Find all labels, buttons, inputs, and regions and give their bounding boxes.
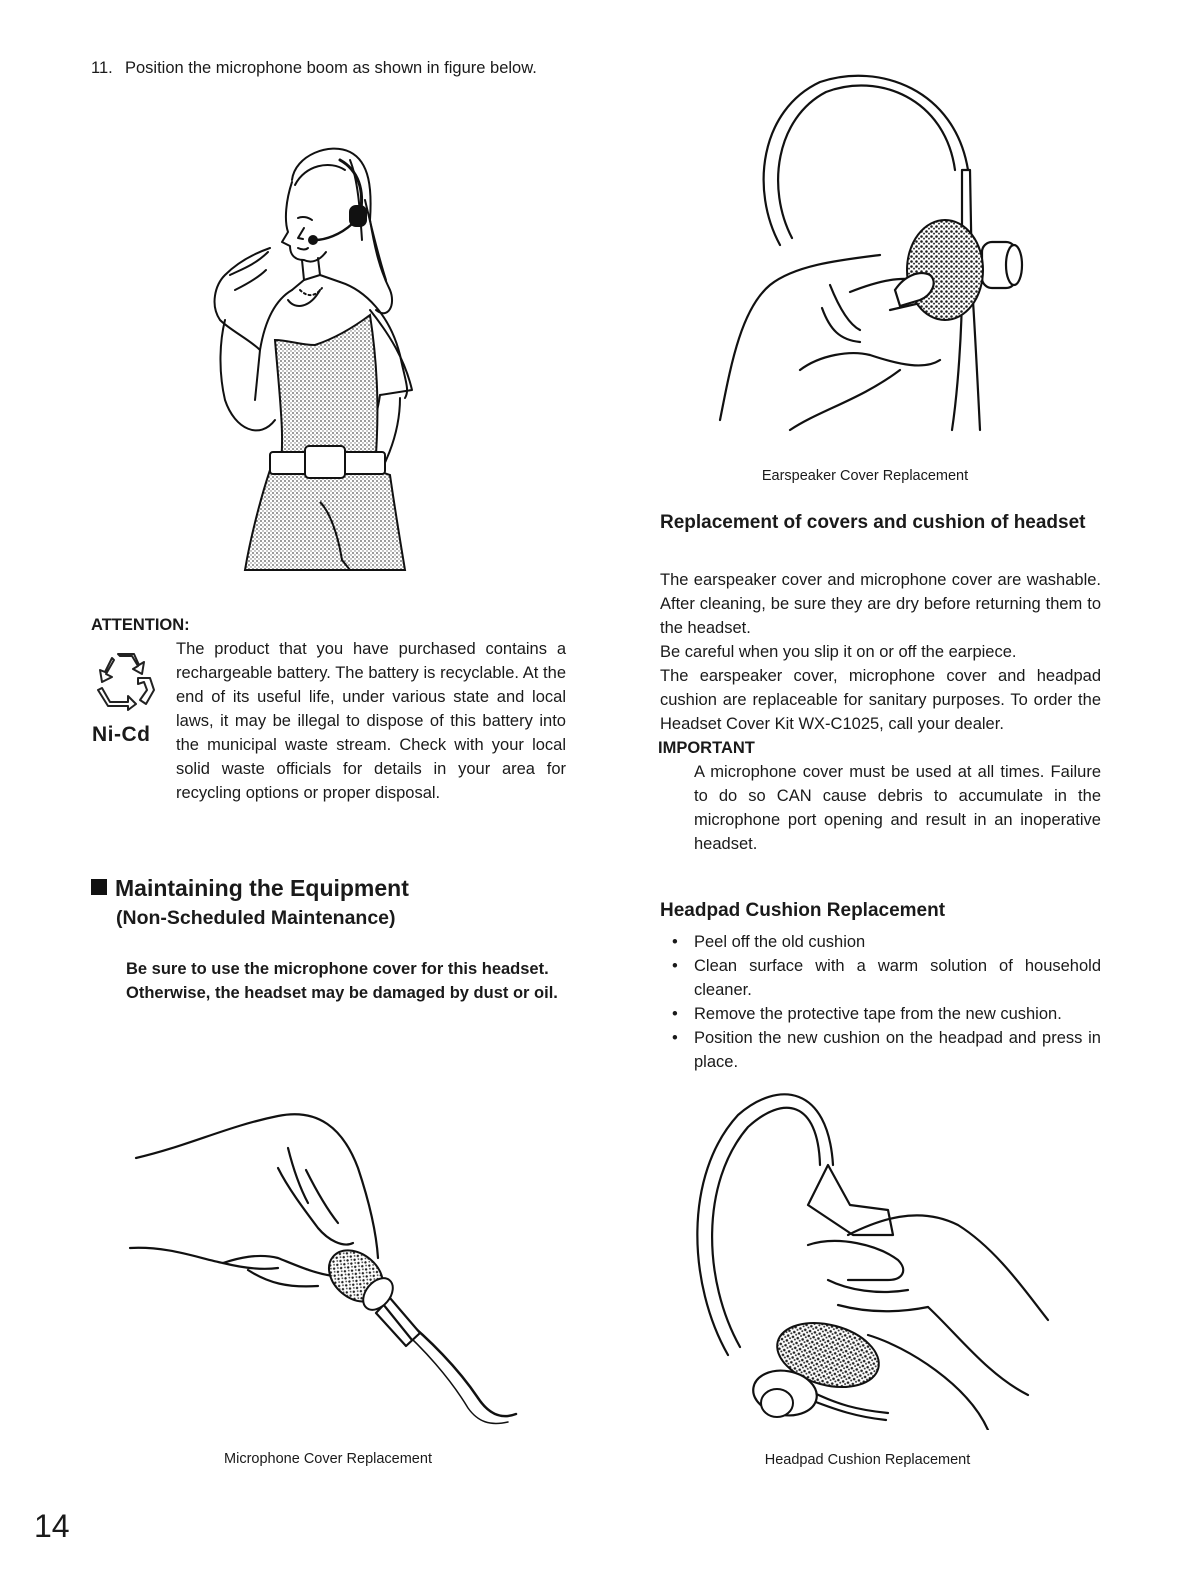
maintenance-warning [126, 957, 566, 1005]
list-item: • Remove the protective tape from the new cushion. [660, 1002, 1101, 1026]
recycle-badge [92, 648, 164, 748]
step-number: 11. [91, 59, 113, 77]
recycle-icon [92, 648, 164, 712]
ni-cd-label: Ni-Cd [92, 723, 151, 746]
important-text: A microphone cover must be used at all times. Failure to do so CAN cause debris to accumulate in the microphone port opening and result in an inoperative headset. [694, 763, 1101, 853]
step-text: Position the microphone boom as shown in figure below. [125, 59, 537, 77]
replacement-paragraph-3: The earspeaker cover, microphone cover and headpad cushion are replaceable for sanitary purposes. To order the Headset Cover Kit WX-C1025, call your dealer. [660, 667, 1101, 733]
earspeaker-caption: Earspeaker Cover Replacement [761, 468, 969, 484]
replacement-body [660, 568, 1101, 856]
earspeaker-cover-figure [700, 70, 1040, 450]
important-label: IMPORTANT [658, 739, 755, 757]
list-item: • Position the new cushion on the headpad and press in place. [660, 1026, 1101, 1074]
step-11 [91, 56, 567, 80]
warning-line-2: Otherwise, the headset may be damaged by dust or oil. [126, 984, 558, 1002]
list-item: • Peel off the old cushion [660, 930, 1101, 954]
woman-headset-drawing [200, 140, 450, 580]
microphone-cover-figure [128, 1108, 528, 1428]
earspeaker-cover-drawing [700, 70, 1040, 450]
headpad-cushion-figure [688, 1085, 1063, 1430]
woman-headset-figure [200, 140, 450, 580]
section-heading [91, 873, 409, 903]
headpad-steps [660, 930, 1101, 1074]
replacement-paragraph-1: The earspeaker cover and microphone cover are washable. After cleaning, be sure they are dry before returning them to the headset. [660, 571, 1101, 637]
headpad-heading: Headpad Cushion Replacement [660, 900, 946, 921]
microphone-caption: Microphone Cover Replacement [224, 1451, 432, 1467]
microphone-cover-drawing [128, 1108, 528, 1428]
maintaining-title: Maintaining the Equipment [115, 875, 409, 901]
replacement-paragraph-2: Be careful when you slip it on or off the earpiece. [660, 643, 1017, 661]
attention-text: The product that you have purchased contains a rechargeable battery. The battery is recyclable. At the end of its useful life, under various state and local laws, it may be illegal to dispose of this battery into the municipal waste stream. Check with your local solid waste officials for details in your area for recycling options or proper disposal. [176, 640, 566, 802]
replacement-heading: Replacement of covers and cushion of headset [660, 512, 1086, 533]
attention-heading: ATTENTION: [91, 616, 190, 634]
maintaining-subtitle: (Non-Scheduled Maintenance) [116, 907, 396, 929]
page-number: 14 [34, 1508, 70, 1544]
square-bullet-icon [91, 879, 107, 895]
list-item: • Clean surface with a warm solution of household cleaner. [660, 954, 1101, 1002]
headpad-cushion-drawing [688, 1085, 1063, 1430]
warning-line-1: Be sure to use the microphone cover for this headset. [126, 960, 549, 978]
headpad-caption: Headpad Cushion Replacement [764, 1452, 971, 1468]
